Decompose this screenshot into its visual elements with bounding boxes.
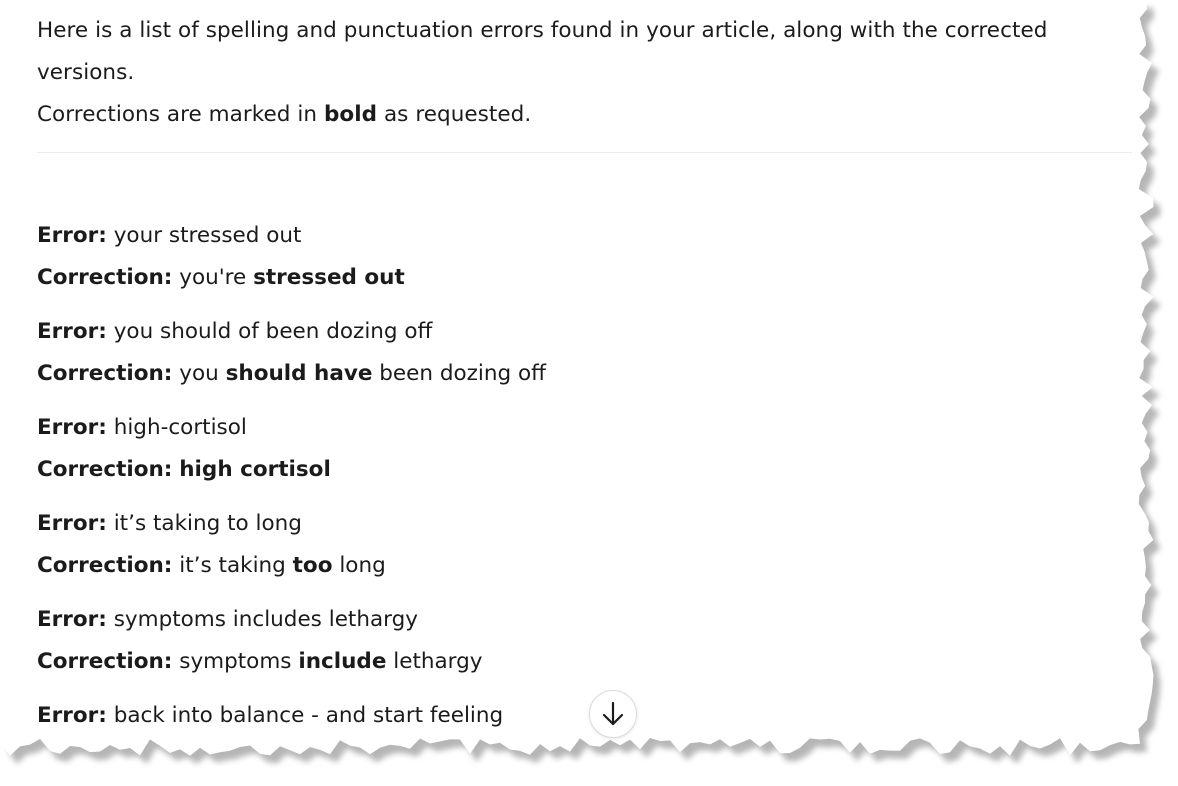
correction-bold-text: high cortisol <box>179 457 331 482</box>
correction-text: it’s taking <box>172 553 293 578</box>
correction-line <box>37 353 1132 395</box>
intro-line-2-end: as requested. <box>377 102 532 127</box>
correction-line <box>37 545 1132 587</box>
error-text: symptoms includes lethargy <box>106 607 418 632</box>
error-label: Error: <box>37 415 107 440</box>
correction-line <box>37 257 1132 299</box>
correction-pair <box>37 503 1132 599</box>
correction-label: Correction: <box>37 457 173 482</box>
error-line <box>37 695 1132 737</box>
correction-bold-text: stressed out <box>253 265 405 290</box>
correction-text: you're <box>172 265 254 290</box>
chat-response <box>37 0 1132 740</box>
error-line <box>37 503 1132 545</box>
error-line <box>37 215 1132 257</box>
correction-bold-text: should have <box>225 361 373 386</box>
error-line <box>37 599 1132 641</box>
correction-pair <box>37 599 1132 695</box>
correction-bold-text: include <box>298 649 387 674</box>
error-text: high-cortisol <box>106 415 247 440</box>
correction-label: Correction: <box>37 553 173 578</box>
correction-text: symptoms <box>172 649 299 674</box>
correction-text: long <box>332 553 386 578</box>
divider <box>37 152 1132 153</box>
error-text: it’s taking to long <box>106 511 302 536</box>
correction-text: been dozing off <box>372 361 546 386</box>
correction-label: Correction: <box>37 265 173 290</box>
corrections-list <box>37 215 1132 740</box>
error-label: Error: <box>37 319 107 344</box>
scroll-to-bottom-button[interactable] <box>589 690 637 738</box>
error-line <box>37 407 1132 449</box>
intro-paragraph <box>37 10 1132 136</box>
error-text: back into balance - and start feeling <box>106 703 504 728</box>
correction-pair <box>37 311 1132 407</box>
intro-line-1: Here is a list of spelling and punctuation errors found in your article, along with the corrected versions. <box>37 18 1048 85</box>
correction-bold-text: too <box>292 553 333 578</box>
error-label: Error: <box>37 703 107 728</box>
correction-text: lethargy <box>386 649 483 674</box>
correction-label: Correction: <box>37 649 173 674</box>
correction-pair <box>37 215 1132 311</box>
error-label: Error: <box>37 511 107 536</box>
correction-pair <box>37 407 1132 503</box>
correction-line <box>37 449 1132 491</box>
error-label: Error: <box>37 223 107 248</box>
intro-line-2-start: Corrections are marked in <box>37 102 324 127</box>
correction-pair <box>37 695 1132 740</box>
correction-line <box>37 641 1132 683</box>
error-line <box>37 311 1132 353</box>
correction-text: you <box>172 361 226 386</box>
intro-bold-word: bold <box>323 102 378 127</box>
correction-label: Correction: <box>37 361 173 386</box>
arrow-down-icon <box>601 701 625 727</box>
intro-line-2 <box>37 94 1132 136</box>
error-text: your stressed out <box>106 223 302 248</box>
error-text: you should of been dozing off <box>106 319 433 344</box>
error-label: Error: <box>37 607 107 632</box>
